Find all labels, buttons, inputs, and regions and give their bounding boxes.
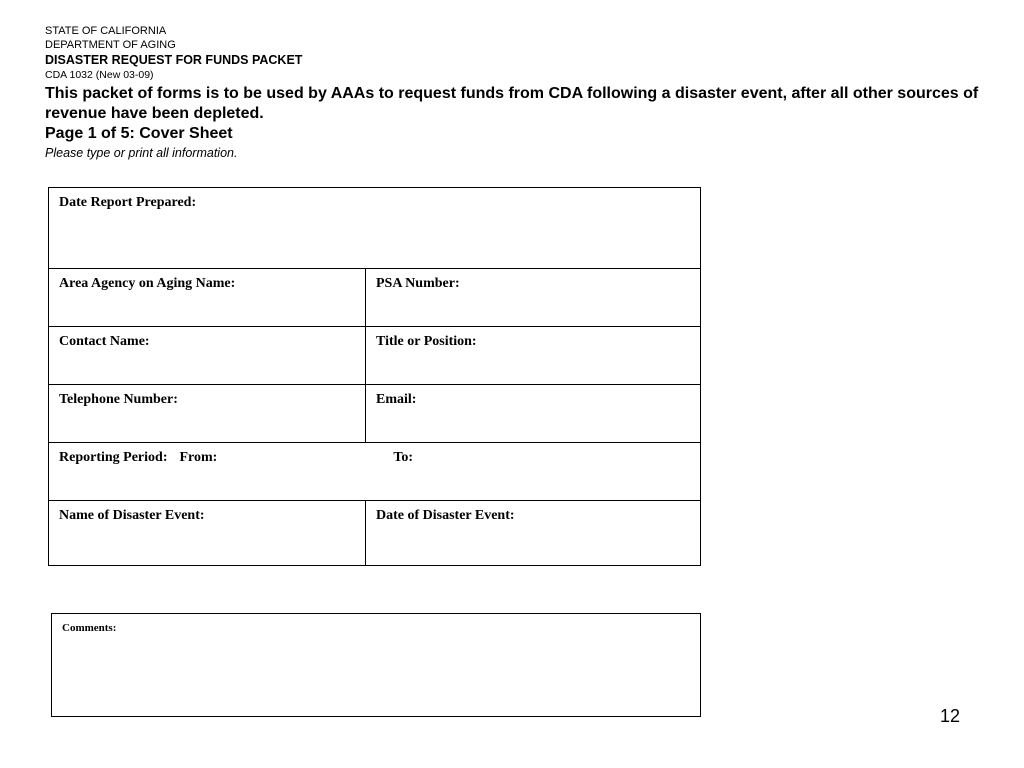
page-title: Page 1 of 5: Cover Sheet	[45, 125, 233, 142]
contact-name-label: Contact Name:	[59, 334, 150, 349]
email-label: Email:	[376, 392, 417, 407]
date-report-prepared-label: Date Report Prepared:	[59, 195, 197, 210]
page-number: 12	[940, 706, 961, 726]
disaster-date-label: Date of Disaster Event:	[376, 508, 515, 523]
psa-number-label: PSA Number:	[376, 276, 460, 291]
comments-label: Comments:	[62, 622, 117, 634]
reporting-period-label: Reporting Period:	[59, 450, 168, 465]
telephone-label: Telephone Number:	[59, 392, 178, 407]
state-name: STATE OF CALIFORNIA	[45, 25, 167, 37]
aaa-name-field[interactable]	[49, 269, 366, 327]
disaster-date-field[interactable]	[366, 501, 701, 566]
title-position-label: Title or Position:	[376, 334, 477, 349]
to-label: To:	[393, 450, 414, 465]
date-report-prepared-field[interactable]	[49, 188, 701, 269]
instructions-text: Please type or print all information.	[45, 146, 238, 160]
contact-name-field[interactable]	[49, 327, 366, 385]
from-label: From:	[179, 450, 218, 465]
email-field[interactable]	[366, 385, 701, 443]
aaa-name-label: Area Agency on Aging Name:	[59, 276, 236, 291]
reporting-period-field[interactable]	[49, 443, 701, 501]
intro-text: This packet of forms is to be used by AAAs to request funds from CDA following a disaster event, after all other sources of revenue have been depleted.	[45, 85, 979, 122]
disaster-name-field[interactable]	[49, 501, 366, 566]
telephone-field[interactable]	[49, 385, 366, 443]
psa-number-field[interactable]	[366, 269, 701, 327]
department-name: DEPARTMENT OF AGING	[45, 39, 176, 51]
form-number: CDA 1032 (New 03-09)	[45, 69, 154, 81]
comments-field[interactable]	[51, 613, 701, 717]
packet-title: DISASTER REQUEST FOR FUNDS PACKET	[45, 53, 303, 67]
title-position-field[interactable]	[366, 327, 701, 385]
disaster-name-label: Name of Disaster Event:	[59, 508, 205, 523]
cover-sheet-form	[48, 187, 701, 566]
